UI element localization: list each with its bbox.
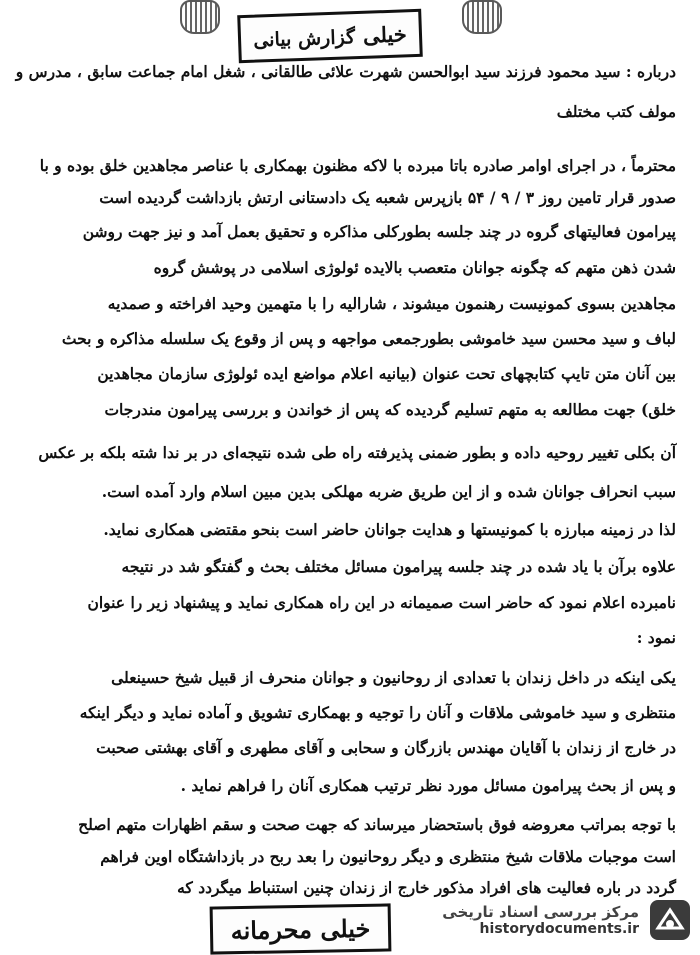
body-line: مجاهدین بسوی کمونیست رهنمون میشوند ، شارالیه را با متهمین وحید افراخته و صمدیه: [107, 294, 676, 313]
body-line: با توجه بمراتب معروضه فوق باستحضار میرساند که جهت صحت و سقم اظهارات متهم اصلح: [78, 815, 676, 834]
body-line: است موجبات ملاقات شیخ منتظری و دیگر روحانیون را بعد ربح در بازداشتگاه اوین فراهم: [100, 847, 676, 866]
body-line: صدور قرار تامین روز ۳ / ۹ / ۵۴ بازپرس شعبه یک دادستانی ارتش بازداشت گردیده است: [99, 188, 676, 207]
classification-stamp-bottom: [210, 903, 392, 954]
body-line: محترماً ، در اجرای اوامر صادره باتا مبرده با لاکه مظنون بهمکاری با عناصر مجاهدین خلق بوده و با: [39, 156, 676, 175]
body-line: یکی اینکه در داخل زندان با تعدادی از روحانیون و جوانان منحرف از قبیل شیخ حسینعلی: [111, 668, 676, 687]
seal-left-icon: [180, 0, 220, 34]
classification-stamp-top: [237, 9, 423, 63]
subject-line-cont: مولف کتب مختلف: [556, 102, 676, 121]
archive-watermark: [430, 892, 692, 948]
archive-logo-icon: [648, 898, 692, 942]
body-line: و پس از بحث پیرامون مسائل مورد نظر ترتیب همکاری آنان را فراهم نماید .: [180, 776, 676, 795]
watermark-name: مرکز بررسی اسناد تاریخی: [439, 903, 642, 921]
body-line: خلق) جهت مطالعه به متهم تسلیم گردیده که پس از خواندن و بررسی پیرامون مندرجات: [104, 400, 676, 419]
seal-right-icon: [462, 0, 502, 34]
body-line: علاوه برآن با یاد شده در چند جلسه پیرامون مسائل مختلف بحث و گفتگو شد در نتیجه: [121, 557, 676, 576]
body-line: لذا در زمینه مبارزه با کمونیستها و هدایت جوانان حاضر است بنحو مقتضی همکاری نماید.: [103, 520, 676, 539]
stamp-classification-text: خیلی: [362, 20, 408, 48]
body-line: آن بکلی تغییر روحیه داده و بطور ضمنی پذیرفته راه طی شده نتیجه‌ای در بر ندا شته بلکه بر عکس: [38, 443, 676, 462]
body-line: منتظری و سید خاموشی ملاقات و آنان را توجیه و بهمکاری تشویق و آماده نماید و دیگر اینکه: [79, 703, 676, 722]
body-line: لباف و سید محسن سید خاموشی بطورجمعی مواجهه و پس از وقوع یک سلسله مذاکره و بحث: [61, 329, 676, 348]
subject-line: درباره : سید محمود فرزند سید ابوالحسن شهرت علائی طالقانی ، شغل امام جماعت سابق ، مدرس و: [15, 62, 676, 81]
stamp-report-type-text: گزارش بیانی: [252, 25, 356, 52]
body-line: بین آنان متن تایپ کتابچهای تحت عنوان (بیانیه اعلام مواضع ایده ئولوژی سازمان مجاهدین: [97, 364, 676, 383]
body-line: نامبرده اعلام نمود که حاضر است صمیمانه در این راه همکاری نماید و پیشنهاد زیر را عنوان: [87, 593, 676, 612]
body-line: شدن ذهن متهم که چگونه جوانان متعصب بالایده ئولوژی اسلامی در پوشش گروه: [153, 258, 676, 277]
body-line: پیرامون فعالیتهای گروه در چند جلسه بطورکلی مذاکره و تحقیق بعمل آمد و نیز جهت روشن: [82, 222, 676, 241]
watermark-url: historydocuments.ir: [477, 921, 642, 937]
stamp-bottom-text: خیلی محرمانه: [230, 913, 371, 945]
body-line: سبب انحراف جوانان شده و از این طریق ضربه مهلکی بدین مبین اسلام وارد آمده است.: [101, 482, 676, 501]
body-line: گردد در باره فعالیت های افراد مذکور خارج از زندان چنین استنباط میگردد که: [177, 878, 676, 897]
body-line: در خارج از زندان با آقایان مهندس بازرگان و سحابی و آقای مطهری و آقای بهشتی صحبت: [96, 738, 676, 757]
body-line: نمود :: [636, 628, 676, 647]
